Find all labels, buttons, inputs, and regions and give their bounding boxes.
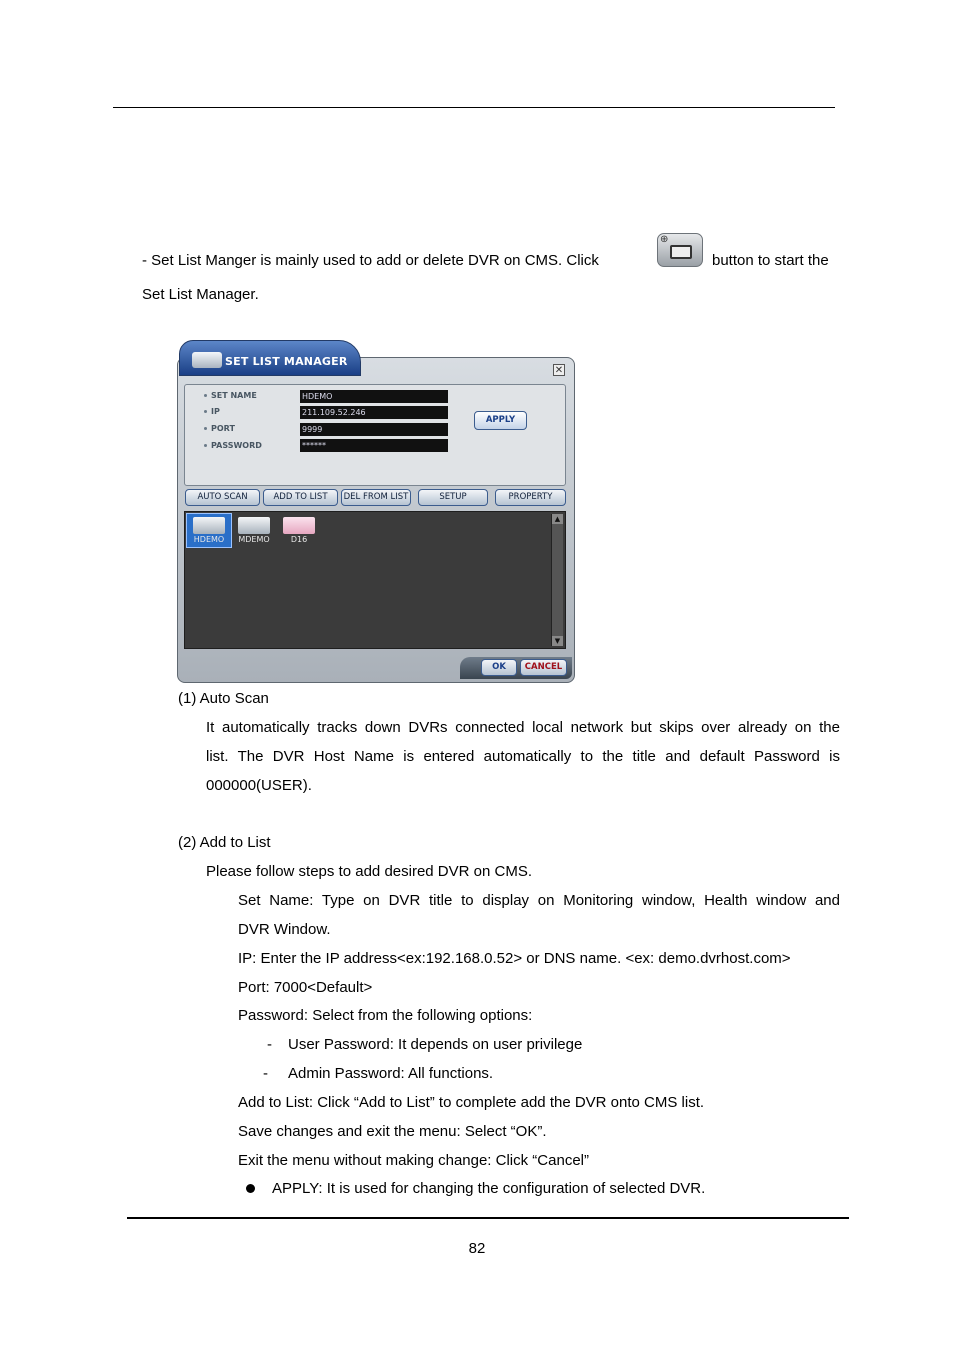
bullet-icon xyxy=(204,394,207,397)
scroll-down-icon[interactable]: ▼ xyxy=(552,636,563,646)
password-text: Password: Select from the following options: xyxy=(238,1007,533,1024)
ok-button[interactable]: OK xyxy=(481,659,517,676)
auto-scan-text: list. The DVR Host Name is entered automatically to the title and default Password is xyxy=(206,748,840,765)
dash: - xyxy=(267,1036,272,1053)
bullet-icon xyxy=(204,427,207,430)
add-to-list-text: Add to List: Click “Add to List” to complete add the DVR onto CMS list. xyxy=(238,1094,705,1111)
password-input[interactable]: ****** xyxy=(300,439,448,452)
add-to-list-intro: Please follow steps to add desired DVR on CMS. xyxy=(206,863,532,880)
apply-text: APPLY: It is used for changing the configuration of selected DVR. xyxy=(272,1180,706,1197)
port-input[interactable]: 9999 xyxy=(300,423,448,436)
intro-text-2: Set List Manager. xyxy=(142,286,259,303)
dvr-name: D16 xyxy=(290,535,308,544)
set-name-label: SET NAME xyxy=(204,391,257,400)
dvr-item-mdemo[interactable] xyxy=(232,514,276,547)
bullet-icon xyxy=(246,1184,255,1193)
monitor-icon xyxy=(670,245,692,259)
ip-input[interactable]: 211.109.52.246 xyxy=(300,406,448,419)
set-name-input[interactable]: HDEMO xyxy=(300,390,448,403)
user-password-option: User Password: It depends on user privilege xyxy=(288,1036,583,1053)
intro-text: - Set List Manger is mainly used to add or delete DVR on CMS. Click xyxy=(142,252,599,269)
dvr-name: HDEMO xyxy=(193,535,225,544)
plus-icon: ⊕ xyxy=(660,234,669,245)
set-form-panel xyxy=(184,384,566,486)
dialog-title: SET LIST MANAGER xyxy=(225,355,348,368)
dvr-icon xyxy=(238,517,270,534)
set-name-text: DVR Window. xyxy=(238,921,331,938)
dvr-list xyxy=(184,511,566,649)
set-list-manager-dialog xyxy=(177,340,575,683)
port-label: PORT xyxy=(204,424,235,433)
bullet-icon xyxy=(204,444,207,447)
scroll-up-icon[interactable]: ▲ xyxy=(552,514,563,524)
footer-rule xyxy=(127,1217,849,1219)
save-text: Save changes and exit the menu: Select “OK”. xyxy=(238,1123,547,1140)
auto-scan-heading: (1) Auto Scan xyxy=(178,690,269,707)
add-to-list-button[interactable]: ADD TO LIST xyxy=(263,489,338,506)
cancel-button[interactable]: CANCEL xyxy=(520,659,567,676)
page-number: 82 xyxy=(468,1240,486,1257)
auto-scan-text: It automatically tracks down DVRs connected local network but skips over already on the xyxy=(206,719,840,736)
dvr-item-hdemo[interactable] xyxy=(187,514,231,547)
exit-text: Exit the menu without making change: Click “Cancel” xyxy=(238,1152,589,1169)
ip-label: IP xyxy=(204,407,220,416)
close-icon[interactable]: ✕ xyxy=(554,365,564,376)
admin-password-option: Admin Password: All functions. xyxy=(288,1065,494,1082)
port-text: Port: 7000<Default> xyxy=(238,979,373,996)
apply-button[interactable]: APPLY xyxy=(474,411,527,430)
property-button[interactable]: PROPERTY xyxy=(495,489,566,506)
dvr-disconnected-icon xyxy=(283,517,315,534)
list-scrollbar[interactable] xyxy=(551,514,563,646)
ip-text: IP: Enter the IP address<ex:192.168.0.52> or DNS name. <ex: demo.dvrhost.com> xyxy=(238,950,791,967)
dvr-item-d16[interactable] xyxy=(277,514,321,547)
set-list-manager-icon[interactable] xyxy=(657,233,703,267)
password-label: PASSWORD xyxy=(204,441,262,450)
bullet-icon xyxy=(204,410,207,413)
intro-text-after: button to start the xyxy=(712,252,829,269)
auto-scan-button[interactable]: AUTO SCAN xyxy=(185,489,260,506)
dvr-icon xyxy=(193,517,225,534)
setup-button[interactable]: SETUP xyxy=(418,489,488,506)
del-from-list-button[interactable]: DEL FROM LIST xyxy=(341,489,411,506)
header-rule xyxy=(113,107,835,108)
dvr-name: MDEMO xyxy=(238,535,270,544)
set-name-text: Set Name: Type on DVR title to display on Monitoring window, Health window and xyxy=(238,892,840,909)
dvr-icon xyxy=(192,352,222,368)
auto-scan-text: 000000(USER). xyxy=(206,777,312,794)
dash: - xyxy=(263,1065,268,1082)
add-to-list-heading: (2) Add to List xyxy=(178,834,271,851)
